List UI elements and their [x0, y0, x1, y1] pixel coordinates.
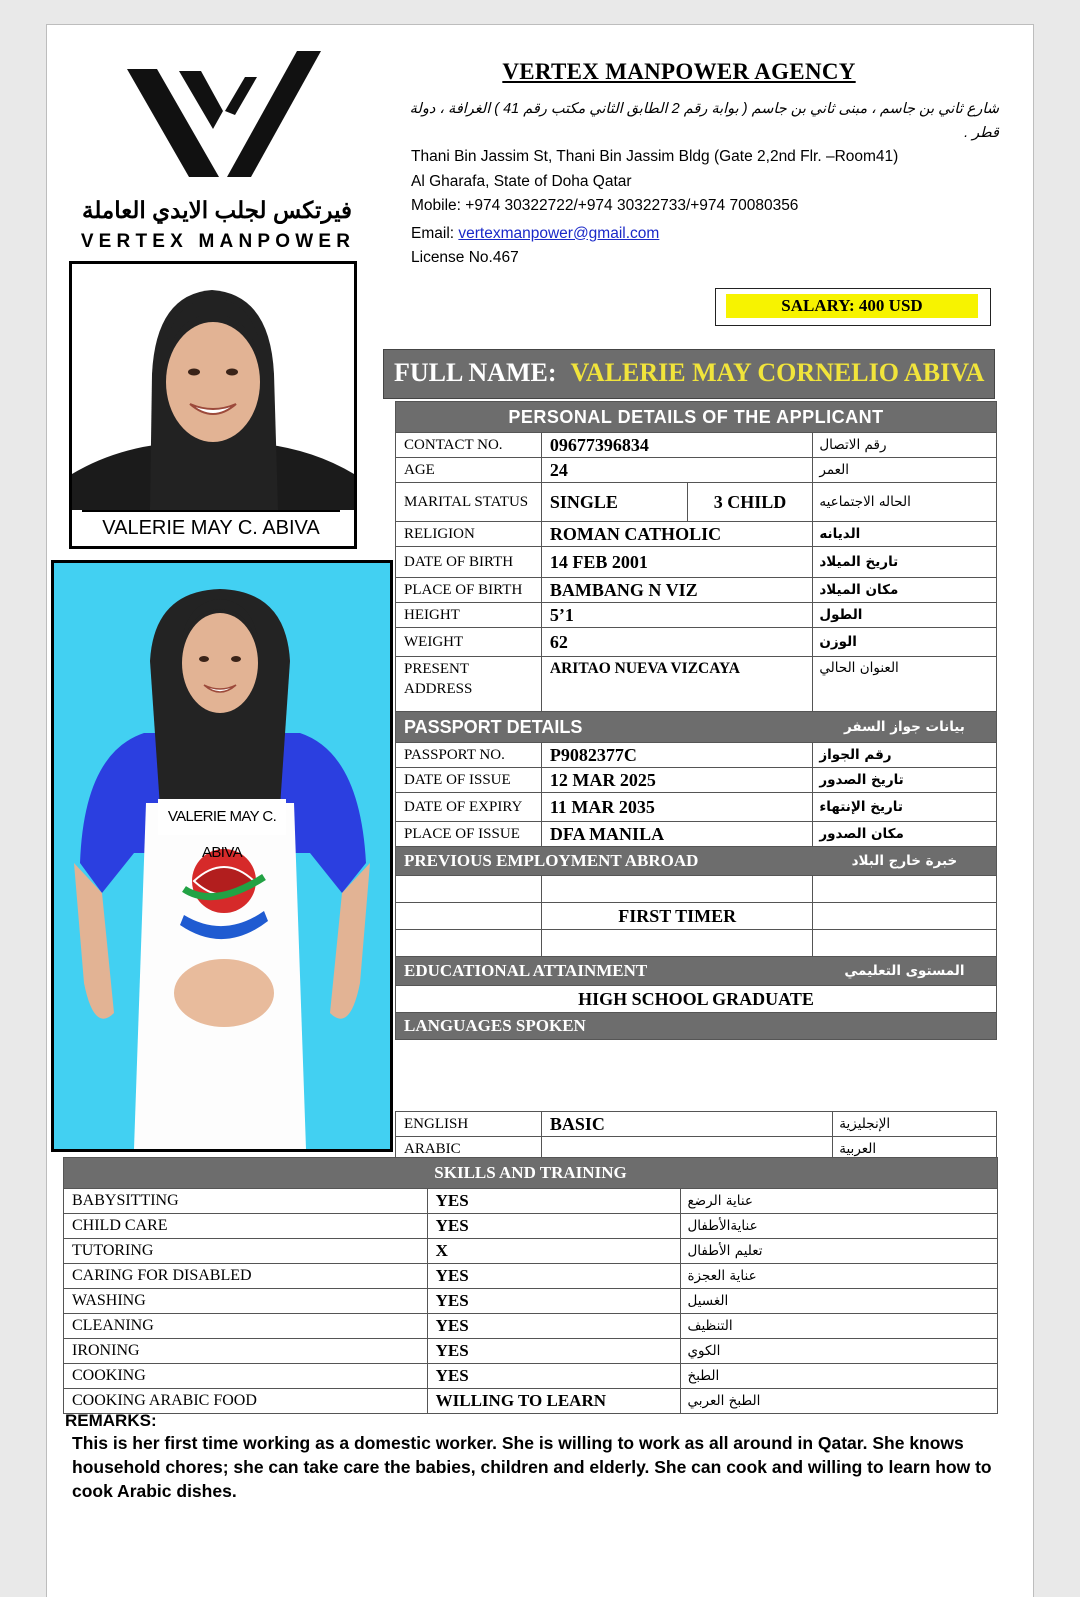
dob-value: 14 FEB 2001	[541, 547, 812, 578]
skill-label-ar: عناية العجزة	[681, 1264, 998, 1289]
skill-value: YES	[427, 1264, 681, 1289]
apron-name-tag: VALERIE MAY C. ABIVA	[167, 808, 277, 861]
passport-header-ar: بيانات جواز السفر	[813, 712, 997, 743]
table-row	[396, 657, 997, 712]
personal-details-header: PERSONAL DETAILS OF THE APPLICANT	[396, 402, 997, 433]
table-row	[64, 1189, 998, 1214]
table-row	[64, 1239, 998, 1264]
children-value: 3 CHILD	[687, 483, 813, 522]
table-row	[396, 768, 997, 793]
field-label: PLACE OF BIRTH	[396, 578, 542, 603]
field-label-ar: الوزن	[813, 628, 997, 657]
table-row	[396, 743, 997, 768]
salary-text: SALARY: 400 USD	[726, 294, 978, 318]
skill-label: IRONING	[64, 1339, 428, 1364]
field-label-ar: تاريخ الصدور	[813, 768, 997, 793]
skill-label-ar: تعليم الأطفال	[681, 1239, 998, 1264]
table-row	[396, 458, 997, 483]
skill-label: COOKING	[64, 1364, 428, 1389]
skill-value: YES	[427, 1214, 681, 1239]
field-label: AGE	[396, 458, 542, 483]
age-value: 24	[541, 458, 812, 483]
religion-value: ROMAN CATHOLIC	[541, 522, 812, 547]
table-row	[396, 793, 997, 822]
skill-label-ar: الطبخ العربي	[681, 1389, 998, 1414]
field-label-ar: رقم الجواز	[813, 743, 997, 768]
table-row	[64, 1314, 998, 1339]
skill-value: YES	[427, 1364, 681, 1389]
field-label-ar: العمر	[813, 458, 997, 483]
field-label-ar: تاريخ الإنتهاء	[813, 793, 997, 822]
skill-label: WASHING	[64, 1289, 428, 1314]
skill-value: YES	[427, 1314, 681, 1339]
field-label-ar: تاريخ الميلاد	[813, 547, 997, 578]
skill-label-ar: عناية الرضع	[681, 1189, 998, 1214]
field-label: HEIGHT	[396, 603, 542, 628]
skill-label: CLEANING	[64, 1314, 428, 1339]
field-label: RELIGION	[396, 522, 542, 547]
table-row	[396, 628, 997, 657]
contact-value: 09677396834	[541, 433, 812, 458]
passport-header: PASSPORT DETAILS	[396, 712, 813, 743]
language-label-ar: الإنجليزية	[833, 1112, 997, 1137]
full-name-label: FULL NAME:	[394, 358, 557, 387]
skill-label-ar: الكوي	[681, 1339, 998, 1364]
english-address-block	[411, 145, 1011, 271]
logo-arabic-text: فيرتكس لجلب الايدي العاملة	[81, 197, 353, 223]
passport-number-value: P9082377C	[541, 743, 812, 768]
skill-value: YES	[427, 1189, 681, 1214]
language-label-ar: العربية	[833, 1137, 997, 1162]
skills-table	[63, 1157, 998, 1414]
field-label: PRESENT ADDRESS	[396, 657, 542, 712]
table-row	[396, 547, 997, 578]
agency-name: VERTEX MANPOWER AGENCY	[502, 59, 856, 84]
table-row	[396, 578, 997, 603]
full-name-value: VALERIE MAY CORNELIO ABIVA	[570, 358, 985, 387]
languages-header: LANGUAGES SPOKEN	[396, 1013, 997, 1040]
skill-value: YES	[427, 1289, 681, 1314]
skill-label-ar: عنايةالأطفال	[681, 1214, 998, 1239]
table-row	[64, 1289, 998, 1314]
employment-header-ar: خبرة خارج البلاد	[813, 847, 997, 876]
table-row	[396, 522, 997, 547]
biodata-page	[46, 24, 1034, 1597]
skill-label-ar: الغسيل	[681, 1289, 998, 1314]
weight-value: 62	[541, 628, 812, 657]
skill-label-ar: الطبخ	[681, 1364, 998, 1389]
full-body-photo	[51, 560, 393, 1152]
photo-caption: VALERIE MAY C. ABIVA	[82, 510, 340, 542]
field-label-ar: رقم الاتصال	[813, 433, 997, 458]
table-row	[396, 1112, 997, 1137]
mobile-numbers: Mobile: +974 30322722/+974 30322733/+974 70080356	[411, 197, 799, 214]
language-label: ENGLISH	[396, 1112, 542, 1137]
english-level: BASIC	[541, 1112, 832, 1137]
remarks-section	[65, 1411, 995, 1503]
table-row	[64, 1364, 998, 1389]
passport-photo	[69, 261, 357, 549]
skill-value: YES	[427, 1339, 681, 1364]
education-header-ar: المستوى التعليمي	[813, 957, 997, 986]
field-label: PASSPORT NO.	[396, 743, 542, 768]
field-label: PLACE OF ISSUE	[396, 822, 542, 847]
applicant-portrait-icon	[72, 264, 354, 510]
table-row	[396, 433, 997, 458]
skill-label-ar: التنظيف	[681, 1314, 998, 1339]
language-label: ARABIC	[396, 1137, 542, 1162]
field-label: DATE OF BIRTH	[396, 547, 542, 578]
languages-table	[395, 1111, 997, 1162]
field-label: MARITAL STATUS	[396, 483, 542, 522]
skill-value: X	[427, 1239, 681, 1264]
table-row	[396, 822, 997, 847]
field-label: WEIGHT	[396, 628, 542, 657]
field-label: DATE OF EXPIRY	[396, 793, 542, 822]
table-row	[64, 1214, 998, 1239]
skill-label: CARING FOR DISABLED	[64, 1264, 428, 1289]
employment-header: PREVIOUS EMPLOYMENT ABROAD	[396, 847, 813, 876]
arabic-address: شارع ثاني بن جاسم ، مبنى ثاني بن جاسم ( بوابة رقم 2 الطابق الثاني مكتب رقم 41 ) الغرافة ، دولة قطر .	[409, 101, 999, 141]
vertex-logo-icon	[127, 49, 327, 189]
address-value: ARITAO NUEVA VIZCAYA	[541, 657, 812, 712]
skill-value: WILLING TO LEARN	[427, 1389, 681, 1414]
issue-date-value: 12 MAR 2025	[541, 768, 812, 793]
table-row	[64, 1264, 998, 1289]
table-row	[396, 483, 997, 522]
field-label-ar: مكان الميلاد	[813, 578, 997, 603]
skill-label: TUTORING	[64, 1239, 428, 1264]
table-row	[64, 1389, 998, 1414]
skill-label: COOKING ARABIC FOOD	[64, 1389, 428, 1414]
field-label-ar: العنوان الحالي	[813, 657, 997, 712]
employment-value: FIRST TIMER	[541, 903, 812, 930]
personal-details-table	[395, 401, 997, 1040]
field-label-ar: الطول	[813, 603, 997, 628]
address-line-2: Al Gharafa, State of Doha Qatar	[411, 172, 632, 190]
marital-value: SINGLE	[541, 483, 687, 522]
skill-label: CHILD CARE	[64, 1214, 428, 1239]
expiry-date-value: 11 MAR 2035	[541, 793, 812, 822]
full-name-bar	[383, 349, 995, 399]
email-label: Email:	[411, 224, 459, 242]
address-line-1: Thani Bin Jassim St, Thani Bin Jassim Bldg (Gate 2,2nd Flr. –Room41)	[411, 148, 899, 165]
email-link[interactable]: vertexmanpower@gmail.com	[458, 224, 660, 242]
field-label-ar: الحاله الاجتماعيه	[813, 483, 997, 522]
pob-value: BAMBANG N VIZ	[541, 578, 812, 603]
skill-label: BABYSITTING	[64, 1189, 428, 1214]
logo-english-text: VERTEX MANPOWER	[80, 231, 356, 252]
field-label-ar: الديانه	[813, 522, 997, 547]
field-label-ar: مكان الصدور	[813, 822, 997, 847]
education-value: HIGH SCHOOL GRADUATE	[396, 986, 997, 1013]
email-line	[411, 222, 1011, 247]
field-label: CONTACT NO.	[396, 433, 542, 458]
issue-place-value: DFA MANILA	[541, 822, 812, 847]
license-number: License No.467	[411, 249, 519, 266]
field-label: DATE OF ISSUE	[396, 768, 542, 793]
remarks-title: REMARKS:	[65, 1411, 157, 1430]
salary-box	[715, 288, 991, 326]
height-value: 5’1	[541, 603, 812, 628]
skills-header: SKILLS AND TRAINING	[64, 1158, 998, 1189]
remarks-text: This is her first time working as a domestic worker. She is willing to work as all around in Qatar. She knows household chores; she can take care the babies, children and elderly. She can cook and willing to learn how to cook Arabic dishes.	[72, 1433, 992, 1501]
table-row	[64, 1339, 998, 1364]
table-row	[396, 603, 997, 628]
education-header: EDUCATIONAL ATTAINMENT	[396, 957, 813, 986]
